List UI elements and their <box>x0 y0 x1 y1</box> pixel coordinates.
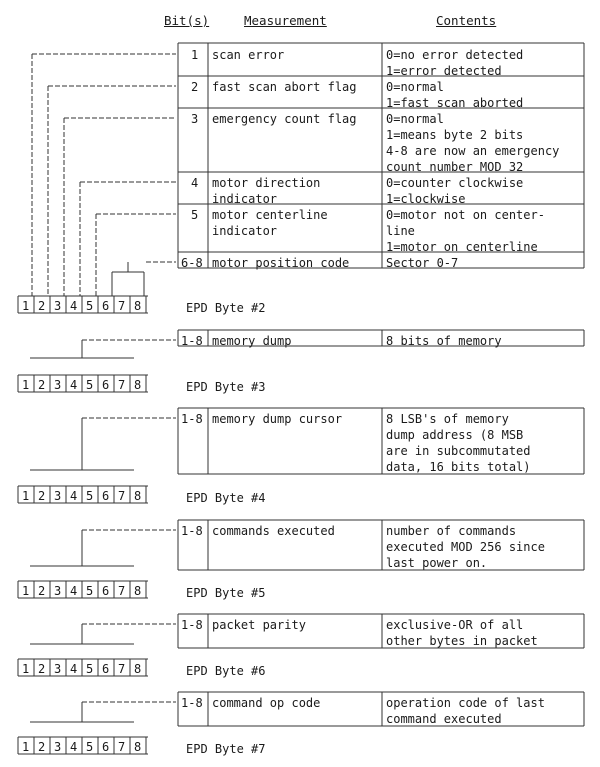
table-row-contents: 1=motor on centerline <box>386 240 538 254</box>
table-row-contents: Sector 0-7 <box>386 256 459 270</box>
table-row-measurement: memory dump <box>212 334 292 348</box>
table-row-contents: 1=clockwise <box>386 192 466 206</box>
table-row-contents: dump address (8 MSB <box>386 428 524 442</box>
table-row-contents: 0=no error detected <box>386 48 524 62</box>
table-row-contents: 4-8 are now an emergency <box>386 144 560 158</box>
table-row-measurement: scan error <box>212 48 285 62</box>
table-row-contents: 0=normal <box>386 80 444 94</box>
header-measurement: Measurement <box>244 13 327 28</box>
table-row-contents: 8 bits of memory <box>386 334 502 348</box>
table-row-contents: exclusive-OR of all <box>386 618 524 632</box>
table-row-measurement: command op code <box>212 696 321 710</box>
table-row-contents: 0=counter clockwise <box>386 176 524 190</box>
table-row-bits: 1-8 <box>181 412 203 426</box>
table-row-bits: 2 <box>191 80 199 94</box>
table-row-bits: 3 <box>191 112 199 126</box>
table-row-measurement: emergency count flag <box>212 112 357 126</box>
table-row-measurement: indicator <box>212 192 278 206</box>
table-row-contents: count number MOD 32 <box>386 160 524 174</box>
table-row-contents: 0=motor not on center- <box>386 208 545 222</box>
header-contents: Contents <box>436 13 497 28</box>
table-row-measurement: motor position code <box>212 256 350 270</box>
table-row-bits: 1-8 <box>181 524 203 538</box>
table-row-bits: 1-8 <box>181 696 203 710</box>
byte-caption: EPD Byte #2 <box>186 301 266 315</box>
table-row-measurement: fast scan abort flag <box>212 80 357 94</box>
table-row-measurement: indicator <box>212 224 278 238</box>
table-row-bits: 6-8 <box>181 256 203 270</box>
table-row-bits: 5 <box>191 208 199 222</box>
table-row-measurement: motor direction <box>212 176 321 190</box>
byte-caption: EPD Byte #4 <box>186 491 266 505</box>
table-row-contents: 1=means byte 2 bits <box>386 128 524 142</box>
header-bits: Bit(s) <box>164 13 210 28</box>
table-row-measurement: packet parity <box>212 618 306 632</box>
table-row-bits: 1-8 <box>181 618 203 632</box>
table-row-contents: 8 LSB's of memory <box>386 412 509 426</box>
table-row-contents: executed MOD 256 since <box>386 540 545 554</box>
table-row-contents: data, 16 bits total) <box>386 460 531 474</box>
table-row-bits: 1-8 <box>181 334 203 348</box>
table-row-contents: 1=fast scan aborted <box>386 96 524 110</box>
table-row-contents: line <box>386 224 415 238</box>
table-row-contents: other bytes in packet <box>386 634 538 648</box>
table-row-measurement: motor centerline <box>212 208 328 222</box>
byte-caption: EPD Byte #5 <box>186 586 266 600</box>
byte-caption: EPD Byte #7 <box>186 742 266 756</box>
table-row-contents: 0=normal <box>386 112 444 126</box>
table-row-measurement: memory dump cursor <box>212 412 343 426</box>
table-row-contents: last power on. <box>386 556 488 570</box>
table-row-bits: 1 <box>191 48 199 62</box>
byte-caption: EPD Byte #6 <box>186 664 266 678</box>
table-row-contents: command executed <box>386 712 502 726</box>
byte-caption: EPD Byte #3 <box>186 380 266 394</box>
table-row-measurement: commands executed <box>212 524 335 538</box>
table-row-contents: 1=error detected <box>386 64 502 78</box>
table-row-contents: operation code of last <box>386 696 545 710</box>
table-row-bits: 4 <box>191 176 199 190</box>
table-row-contents: are in subcommutated <box>386 444 531 458</box>
table-row-contents: number of commands <box>386 524 517 538</box>
